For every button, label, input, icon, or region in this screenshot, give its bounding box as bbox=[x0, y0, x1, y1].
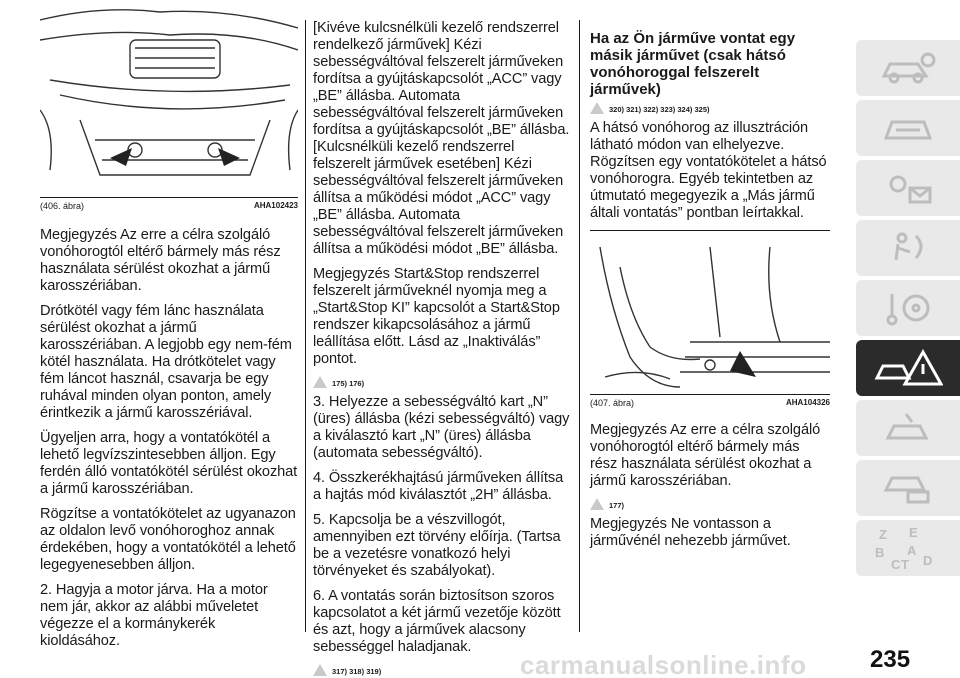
warning-ref-text: 175) 176) bbox=[332, 379, 365, 388]
left-arrow-icon bbox=[110, 148, 132, 166]
paragraph: Ügyeljen arra, hogy a vontatókötél a lehető legvízszintesebben álljon. Egy ferdén álló vontatókötél sérülést okozhat a jármű karosszériában. bbox=[40, 430, 298, 497]
tab-wrench-car[interactable] bbox=[856, 400, 960, 456]
tab-index[interactable] bbox=[856, 520, 960, 576]
figure-407-caption bbox=[590, 395, 830, 408]
tab-car-info[interactable] bbox=[856, 40, 960, 96]
column-left bbox=[40, 0, 298, 658]
warning-triangle-icon bbox=[590, 498, 604, 510]
tab-car-warning[interactable] bbox=[856, 340, 960, 396]
car-service-icon bbox=[878, 470, 938, 506]
svg-text:D: D bbox=[923, 553, 933, 568]
tab-lights-mail[interactable] bbox=[856, 160, 960, 216]
pointer-arrow-icon bbox=[730, 351, 756, 377]
warning-triangle-icon bbox=[313, 664, 327, 676]
warning-ref bbox=[313, 376, 571, 388]
figure-406 bbox=[40, 0, 298, 198]
paragraph: Megjegyzés Start&Stop rendszerrel felszerelt járműveknél nyomja meg a „Start&Stop KI” kapcsolót a Start&Stop rendszer kikapcsolásához a jármű leállítása előtt. Lásd az „Inaktiválás” pontot. bbox=[313, 266, 560, 367]
paragraph: 6. A vontatás során biztosítson szoros kapcsolatot a két jármű vezetője között és azt, hogy a járművek alacsony sebességgel haladjanak. bbox=[313, 588, 561, 655]
car-info-icon bbox=[878, 50, 938, 86]
paragraph: 4. Összkerékhajtású járműveken állítsa a hajtás mód kiválasztót „2H” állásba. bbox=[313, 470, 564, 503]
car-warning-icon bbox=[873, 348, 943, 388]
paragraph: Rögzítse a vontatókötelet az ugyanazon az oldalon levő vonóhoroghoz annak érdekében, hogy a vontatókötél a lehető legegyenesebben álljon. bbox=[40, 506, 296, 573]
warning-ref-text: 177) bbox=[609, 501, 625, 510]
airbag-person-icon bbox=[878, 230, 938, 266]
watermark: carmanualsonline.info bbox=[520, 650, 807, 678]
warning-ref bbox=[590, 498, 830, 510]
chapter-tabs bbox=[856, 40, 960, 580]
front-tow-hook-illustration bbox=[40, 0, 298, 198]
tab-key-steering[interactable] bbox=[856, 280, 960, 336]
figure-406-caption bbox=[40, 198, 298, 211]
paragraph: Drótkötél vagy fém lánc használata sérülést okozhat a jármű karosszériában. A legjobb egy nem-fém kötél használata. Ha drótkötelet vagy fém láncot használ, csavarja be egy ruhával minden olyan ponton, amely érintkezik a jármű karosszériával. bbox=[40, 303, 292, 421]
paragraph: A hátsó vonóhorog az illusztráción látható módon van elhelyezve. Rögzítsen egy vontatókötelet a hátsó vonóhorogra. Egyéb tekintetben az útmutató megegyezik a „Más jármű általi vontatás” pontban leírtakkal. bbox=[590, 120, 830, 231]
paragraph: Megjegyzés Az erre a célra szolgáló vonóhorogtól eltérő bármely más rész használata sérülést okozhat a jármű karosszériában. bbox=[590, 422, 821, 489]
warning-triangle-icon bbox=[590, 102, 604, 114]
paragraph: [Kivéve kulcsnélküli kezelő rendszerrel rendelkező járművek] Kézi sebességváltóval felszerelt járműveken fordítsa a gyújtáskapcsolót „ACC” vagy „BE” állásba. Automata sebességváltóval felszerelt járműveken fordítsa a gyújtáskapcsolót „BE” állásba. [Kulcsnélküli kezelő rendszerrel felszerelt járművek esetében] Kézi sebességváltóval felszerelt járműveken állítsa a működési módot „ACC” vagy „BE” állásba. Automata sebességváltóval felszerelt járműveken állítsa a működési módot „BE” állásba. bbox=[313, 20, 570, 257]
tab-car-service[interactable] bbox=[856, 460, 960, 516]
page-number: 235 bbox=[870, 646, 911, 673]
warning-ref bbox=[590, 102, 830, 114]
svg-text:B: B bbox=[875, 545, 885, 560]
svg-text:C: C bbox=[891, 557, 901, 571]
figure-code: AHA104326 bbox=[785, 398, 830, 407]
wrench-car-icon bbox=[878, 410, 938, 446]
paragraph: 2. Hagyja a motor járva. Ha a motor nem jár, akkor az alábbi műveletet végezze el a kormánykerék kioldásához. bbox=[40, 582, 268, 649]
rear-tow-hook-illustration bbox=[590, 247, 830, 395]
svg-text:T: T bbox=[901, 557, 909, 571]
svg-text:E: E bbox=[909, 525, 918, 540]
column-right bbox=[590, 30, 830, 558]
car-dashboard-icon bbox=[878, 110, 938, 146]
warning-ref-text: 317) 318) 319) bbox=[332, 667, 382, 676]
warning-ref-text: 320) 321) 322) 323) 324) 325) bbox=[609, 105, 710, 114]
lights-mail-icon bbox=[878, 170, 938, 206]
tab-car-dashboard[interactable] bbox=[856, 100, 960, 156]
figure-label: (407. ábra) bbox=[590, 398, 635, 408]
figure-code: AHA102423 bbox=[253, 201, 298, 210]
column-divider bbox=[305, 20, 306, 632]
paragraph: 3. Helyezze a sebességváltó kart „N” (üres) állásba (kézi sebességváltó) vagy a kiválasztó kart „N” (üres) állásba (automata sebességváltó). bbox=[313, 394, 570, 461]
index-letters-icon bbox=[873, 525, 943, 571]
svg-text:A: A bbox=[907, 543, 917, 558]
column-middle bbox=[313, 20, 571, 678]
right-arrow-icon bbox=[218, 148, 240, 166]
paragraph: Megjegyzés Az erre a célra szolgáló vonóhorogtól eltérő bármely más rész használata sérülést okozhat a jármű karosszériában. bbox=[40, 227, 281, 294]
figure-407 bbox=[590, 247, 830, 395]
tab-airbag-person[interactable] bbox=[856, 220, 960, 276]
svg-text:Z: Z bbox=[879, 527, 887, 542]
warning-triangle-icon bbox=[313, 376, 327, 388]
key-steering-icon bbox=[878, 290, 938, 326]
figure-label: (406. ábra) bbox=[40, 201, 85, 211]
section-heading: Ha az Ön járműve vontat egy másik járművet (csak hátsó vonóhoroggal felszerelt járművek) bbox=[590, 30, 796, 98]
column-divider bbox=[579, 20, 580, 632]
paragraph: Megjegyzés Ne vontasson a járművénél nehezebb járművet. bbox=[590, 516, 791, 549]
paragraph: 5. Kapcsolja be a vészvillogót, amennyiben ezt törvény előírja. (Tartsa be a vezetésre vonatkozó helyi törvényeket és szabályokat). bbox=[313, 512, 561, 579]
